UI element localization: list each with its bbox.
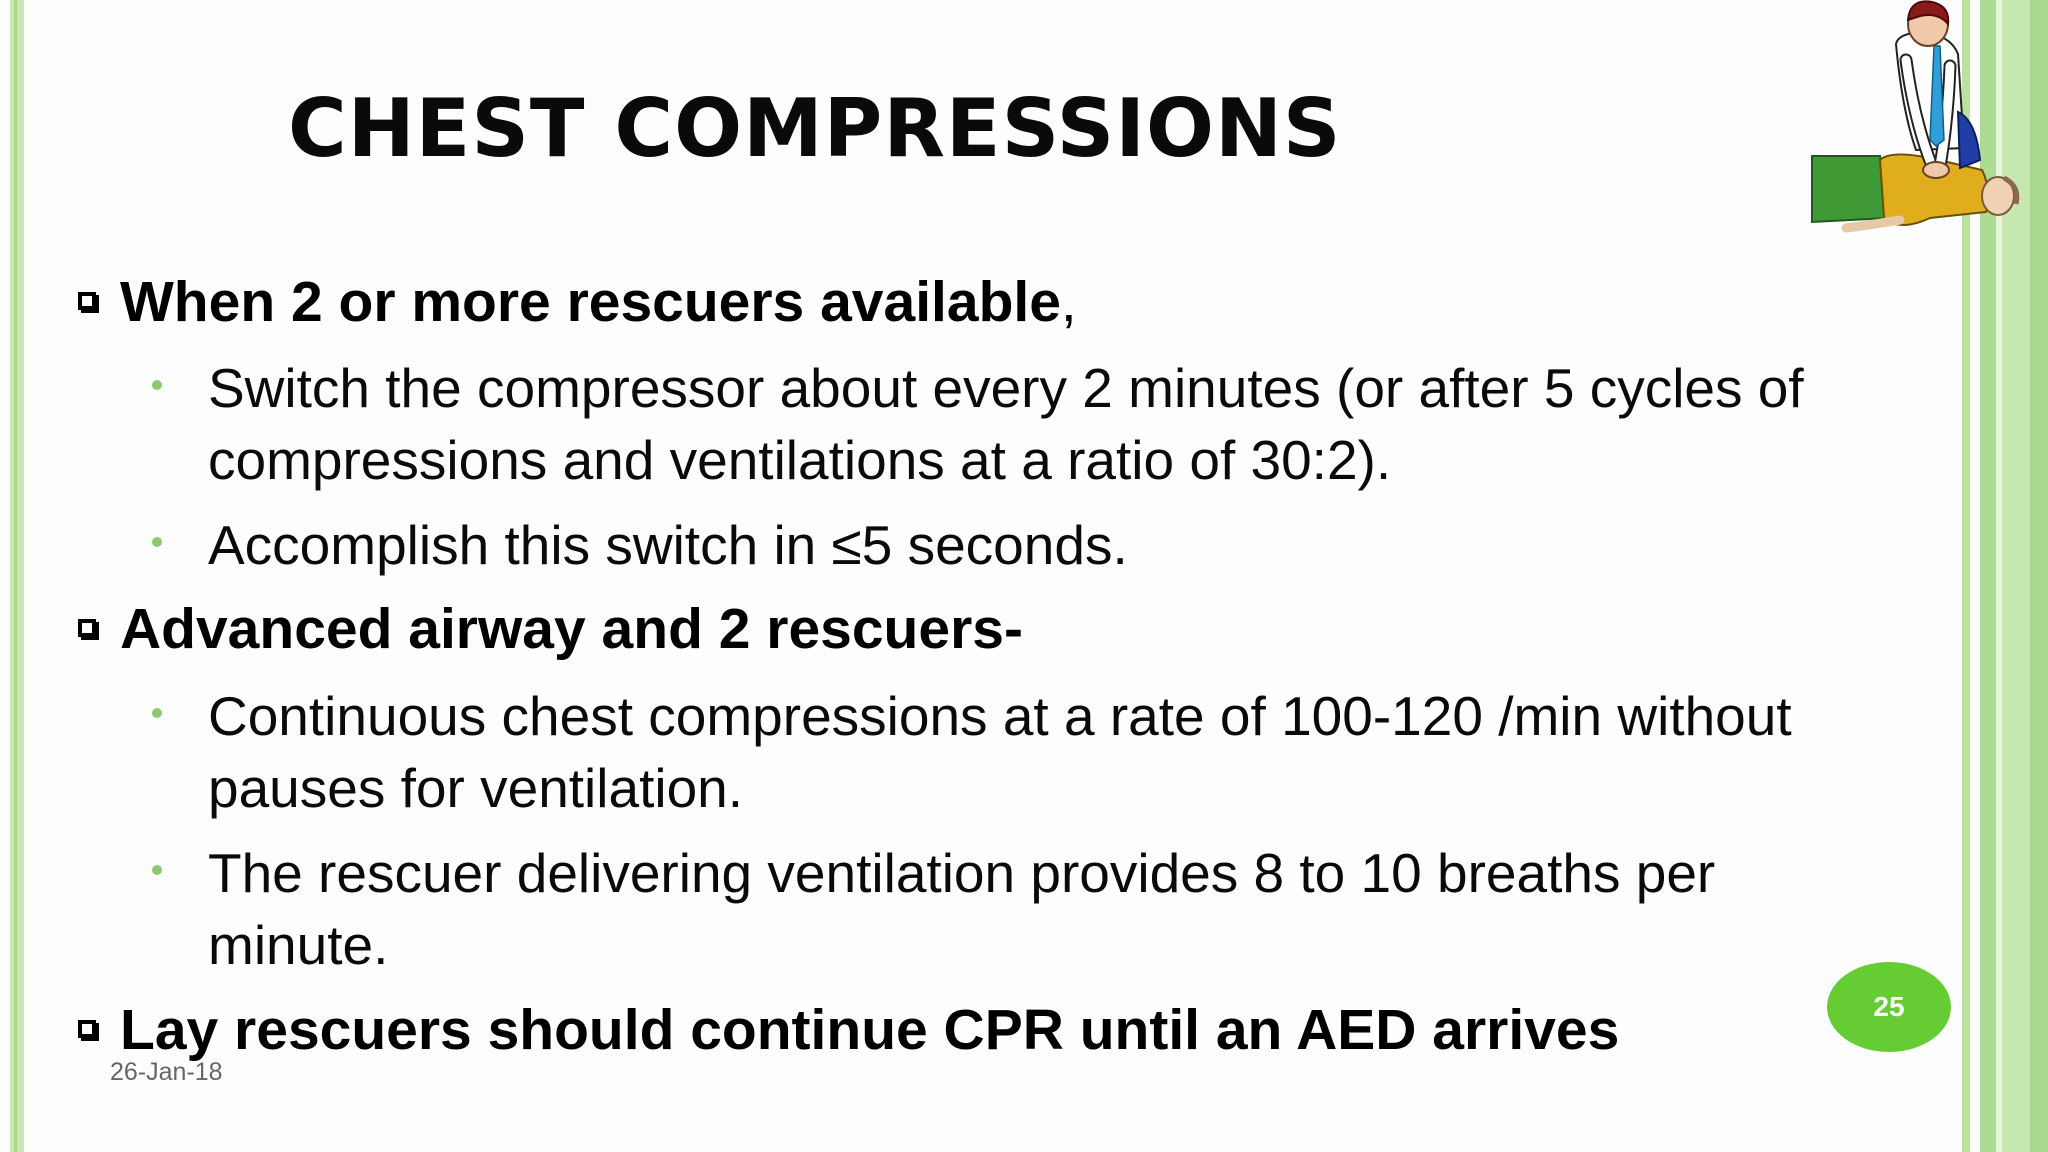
square-bullet-icon — [78, 619, 96, 637]
left-decorative-stripe — [10, 0, 24, 1152]
bullet-dot-icon — [152, 380, 162, 390]
square-bullet-icon — [78, 292, 96, 310]
section-heading-text: Lay rescuers should continue CPR until an AED arrives — [120, 998, 1620, 1062]
left-decorative-line — [14, 0, 17, 1152]
list-item-text: Switch the compressor about every 2 minutes (or after 5 cycles of compressions and ventilations at a ratio of 30:2). — [208, 357, 1804, 491]
slide-title: CHEST COMPRESSIONS — [288, 82, 1342, 175]
right-decorative-bar — [2030, 0, 2048, 1152]
list-item-text: Continuous chest compressions at a rate of 100-120 /min without pauses for ventilation. — [208, 685, 1792, 819]
bullet-dot-icon — [152, 865, 162, 875]
slide-date: 26-Jan-18 — [110, 1058, 223, 1086]
section-heading-text: Advanced airway and 2 rescuers- — [120, 597, 1023, 661]
section-heading-suffix: , — [1060, 270, 1077, 334]
bullet-dot-icon — [152, 537, 162, 547]
list-item-text: Accomplish this switch in ≤5 seconds. — [208, 514, 1128, 576]
list-item-text: The rescuer delivering ventilation provides 8 to 10 breaths per minute. — [208, 842, 1716, 976]
section-heading-text: When 2 or more rescuers available — [120, 270, 1061, 334]
cpr-rescuer-icon — [1810, 0, 2020, 260]
page-number-badge — [1827, 962, 1951, 1052]
page-number: 25 — [1873, 991, 1905, 1022]
bullet-dot-icon — [152, 708, 162, 718]
square-bullet-icon — [78, 1020, 96, 1038]
